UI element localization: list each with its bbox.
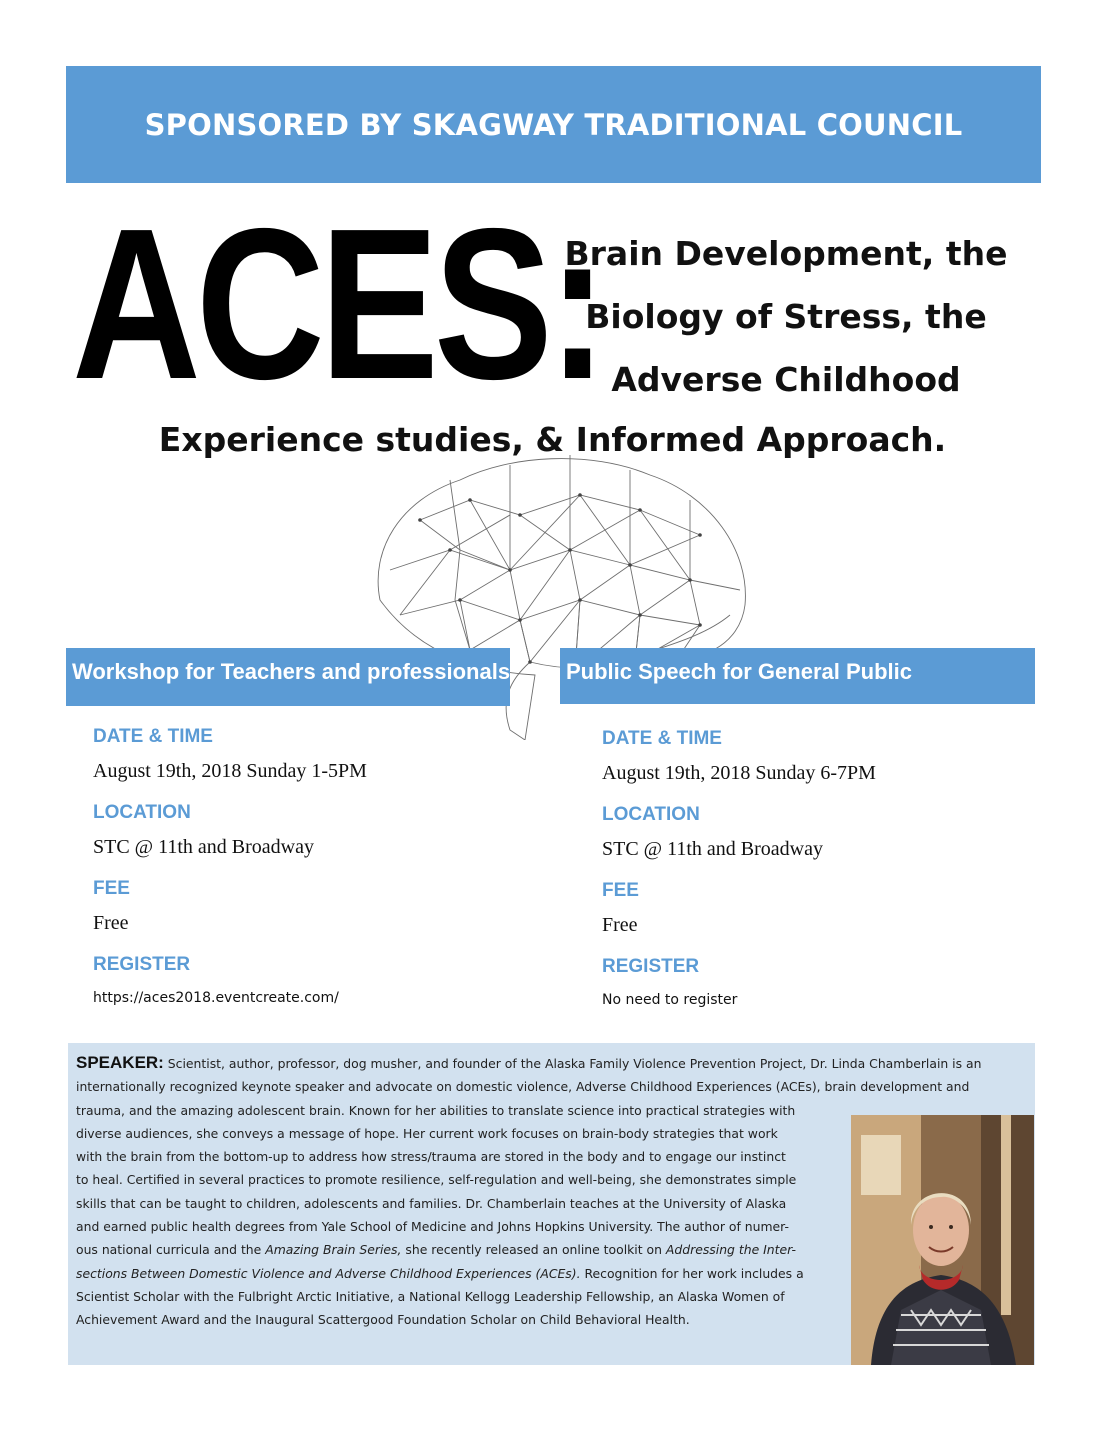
public-speech-details xyxy=(602,726,1032,1030)
public-fee-label: FEE xyxy=(602,880,639,901)
workshop-fee-label: FEE xyxy=(93,878,130,899)
workshop-date-label: DATE & TIME xyxy=(93,726,213,747)
bio-line-10a: sections Between Domestic Violence and Adverse Childhood Experiences (ACEs). xyxy=(76,1265,581,1281)
subtitle-line-4: Experience studies, & Informed Approach. xyxy=(158,420,947,459)
public-location-label: LOCATION xyxy=(602,804,700,825)
workshop-location-value: STC @ 11th and Broadway xyxy=(93,836,314,858)
public-date-value: August 19th, 2018 Sunday 6-7PM xyxy=(602,762,876,784)
public-date-label: DATE & TIME xyxy=(602,728,722,749)
public-register-value: No need to register xyxy=(602,992,738,1008)
bio-line-2: internationally recognized keynote speaker and advocate on domestic violence, Adverse Childhood Experiences (ACEs), brain development and xyxy=(76,1079,970,1095)
aces-title: ACES: xyxy=(72,183,603,424)
bio-line-11: Scientist Scholar with the Fulbright Arctic Initiative, a National Kellogg Leadership Fellowship, an Alaska Women of xyxy=(76,1288,785,1304)
public-speech-header: Public Speech for General Public xyxy=(560,648,1035,704)
workshop-register-label: REGISTER xyxy=(93,954,191,975)
bio-line-9a: ous national curricula and the xyxy=(76,1242,266,1258)
bio-line-9b: Amazing Brain Series, xyxy=(265,1242,402,1258)
public-location-value: STC @ 11th and Broadway xyxy=(602,838,823,860)
workshop-header: Workshop for Teachers and professionals xyxy=(66,648,510,706)
workshop-register-link[interactable]: https://aces2018.eventcreate.com/ xyxy=(93,990,339,1006)
sponsor-text: SPONSORED BY SKAGWAY TRADITIONAL COUNCIL xyxy=(144,107,963,142)
bio-line-12: Achievement Award and the Inaugural Scattergood Foundation Scholar on Child Behavioral Health. xyxy=(76,1312,690,1328)
bio-line-7: skills that can be taught to children, adolescents and families. Dr. Chamberlain teaches at the University of Alaska xyxy=(76,1195,787,1211)
public-fee-value: Free xyxy=(602,914,638,936)
subtitle-line-2: Biology of Stress, the xyxy=(585,297,987,336)
workshop-fee-value: Free xyxy=(93,912,129,934)
bio-line-6: to heal. Certified in several practices to promote resilience, self-regulation and well-being, she demonstrates simple xyxy=(76,1172,797,1188)
speaker-label: SPEAKER: xyxy=(76,1053,164,1072)
bio-line-9c: she recently released an online toolkit on xyxy=(401,1242,666,1258)
public-register-label: REGISTER xyxy=(602,956,700,977)
bio-line-10b: Recognition for her work includes a xyxy=(580,1265,804,1281)
subtitle-line-3: Adverse Childhood xyxy=(611,360,961,399)
workshop-details xyxy=(93,724,523,1028)
bio-line-8: and earned public health degrees from Yale School of Medicine and Johns Hopkins University. The author of numer- xyxy=(76,1219,789,1235)
subtitle-line-1: Brain Development, the xyxy=(564,234,1008,273)
workshop-location-label: LOCATION xyxy=(93,802,191,823)
bio-line-4: diverse audiences, she conveys a message of hope. Her current work focuses on brain-body strategies that work xyxy=(76,1125,778,1141)
workshop-date-value: August 19th, 2018 Sunday 1-5PM xyxy=(93,760,367,782)
bio-line-5: with the brain from the bottom-up to address how stress/trauma are stored in the body and to engage our instinct xyxy=(76,1149,786,1165)
sponsor-banner xyxy=(66,66,1041,183)
subtitle xyxy=(556,222,1016,411)
bio-line-9d: Addressing the Inter- xyxy=(665,1242,797,1258)
bio-line-3: trauma, and the amazing adolescent brain. Known for her abilities to translate science into practical strategies with xyxy=(76,1102,796,1118)
speaker-section xyxy=(68,1043,1035,1365)
bio-line-1: Scientist, author, professor, dog musher, and founder of the Alaska Family Violence Prevention Project, Dr. Linda Chamberlain is an xyxy=(163,1056,982,1071)
speaker-photo xyxy=(851,1115,1034,1365)
